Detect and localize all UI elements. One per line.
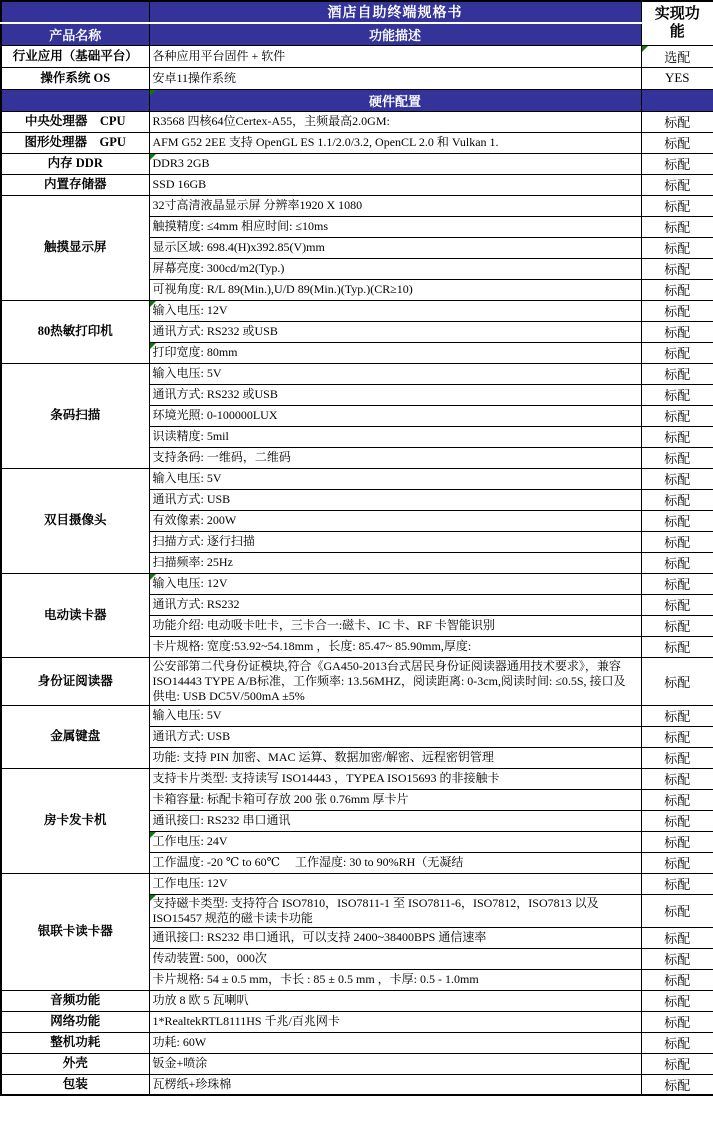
table-row [1, 153, 713, 174]
status-cell[interactable]: 标配 [641, 873, 713, 894]
status-cell[interactable]: 标配 [641, 174, 713, 195]
section-blank-right-cell[interactable] [641, 89, 713, 111]
spec-cell[interactable]: 32寸高清液晶显示屏 分辨率1920 X 1080 [149, 195, 641, 216]
spec-cell[interactable]: 钣金+喷涂 [149, 1053, 641, 1074]
row-label-group-2[interactable]: 内存 DDR [1, 153, 149, 174]
table-row [1, 45, 713, 67]
title-row [1, 1, 713, 23]
status-cell[interactable]: 标配 [641, 747, 713, 768]
spec-cell[interactable]: 各种应用平台固件 + 软件 [149, 45, 641, 67]
row-label-group-13[interactable]: 音频功能 [1, 990, 149, 1011]
spec-cell[interactable]: 安卓11操作系统 [149, 67, 641, 89]
status-cell[interactable]: 标配 [641, 258, 713, 279]
spec-cell[interactable]: 触摸精度: ≤4mm 相应时间: ≤10ms [149, 216, 641, 237]
spec-cell[interactable]: R3568 四核64位Certex-A55，主频最高2.0GM: [149, 111, 641, 132]
spec-cell[interactable]: 公安部第二代身份证模块,符合《GA450-2013台式居民身份证阅读器通用技术要求》，兼容ISO14443 TYPE A/B标准，工作频率: 13.56MHZ，阅读距离: 0-3cm,阅读时间: ≤0.5S, 接口及供电: USB DC5V/500mA ±5% [149, 657, 641, 705]
table-row [1, 67, 713, 89]
spec-cell[interactable]: 输入电压: 5V [149, 705, 641, 726]
status-cell[interactable]: YES [641, 67, 713, 89]
page-title[interactable]: 酒店自助终端规格书 [149, 1, 641, 23]
spec-cell[interactable]: 支持条码: 一维码，二维码 [149, 447, 641, 468]
row-label-group-8[interactable]: 电动读卡器 [1, 573, 149, 657]
impl-column-header-label: 实现功能 [654, 6, 700, 41]
table-row [1, 657, 713, 705]
spec-cell[interactable]: 显示区域: 698.4(H)x392.85(V)mm [149, 237, 641, 258]
row-label-group-7[interactable]: 双目摄像头 [1, 468, 149, 573]
spec-cell[interactable]: 通讯方式: RS232 [149, 594, 641, 615]
status-cell[interactable]: 标配 [641, 426, 713, 447]
row-label-group-16[interactable]: 外壳 [1, 1053, 149, 1074]
spec-cell[interactable]: 通讯接口: RS232 串口通讯 [149, 810, 641, 831]
table-row [1, 873, 713, 894]
row-label-industry-app[interactable]: 行业应用（基础平台） [1, 45, 149, 67]
row-label-os[interactable]: 操作系统 OS [1, 67, 149, 89]
spec-cell[interactable]: 传动装置: 500，000次 [149, 948, 641, 969]
row-label-group-1[interactable]: 图形处理器 GPU [1, 132, 149, 153]
table-row [1, 1053, 713, 1074]
section-blank-left-cell[interactable] [1, 89, 149, 111]
row-label-group-6[interactable]: 条码扫描 [1, 363, 149, 468]
product-column-header[interactable]: 产品名称 [1, 23, 149, 45]
status-cell[interactable]: 标配 [641, 216, 713, 237]
status-cell[interactable]: 标配 [641, 1074, 713, 1095]
status-cell[interactable]: 标配 [641, 1032, 713, 1053]
status-cell[interactable]: 标配 [641, 990, 713, 1011]
row-label-group-3[interactable]: 内置存储器 [1, 174, 149, 195]
table-row [1, 111, 713, 132]
row-label-group-5[interactable]: 80热敏打印机 [1, 300, 149, 363]
status-cell[interactable]: 标配 [641, 1011, 713, 1032]
spec-cell[interactable]: 工作电压: 24V [149, 831, 641, 852]
status-cell[interactable]: 标配 [641, 300, 713, 321]
spec-cell[interactable]: 通讯方式: RS232 或USB [149, 321, 641, 342]
status-cell[interactable]: 标配 [641, 447, 713, 468]
table-row [1, 174, 713, 195]
table-row [1, 1011, 713, 1032]
status-cell[interactable]: 标配 [641, 969, 713, 990]
status-cell[interactable]: 标配 [641, 831, 713, 852]
status-cell[interactable]: 标配 [641, 810, 713, 831]
section-header-row [1, 89, 713, 111]
desc-column-header[interactable]: 功能描述 [149, 23, 641, 45]
status-cell[interactable]: 标配 [641, 153, 713, 174]
status-cell[interactable]: 标配 [641, 789, 713, 810]
status-cell[interactable]: 标配 [641, 705, 713, 726]
spec-cell[interactable]: 功耗: 60W [149, 1032, 641, 1053]
spec-cell[interactable]: 功放 8 欧 5 瓦喇叭 [149, 990, 641, 1011]
status-cell[interactable]: 标配 [641, 552, 713, 573]
row-label-group-15[interactable]: 整机功耗 [1, 1032, 149, 1053]
table-row [1, 990, 713, 1011]
spec-cell[interactable]: 卡箱容量: 标配卡箱可存放 200 张 0.76mm 厚卡片 [149, 789, 641, 810]
row-label-group-14[interactable]: 网络功能 [1, 1011, 149, 1032]
status-cell[interactable]: 标配 [641, 726, 713, 747]
spec-cell[interactable]: 功能介绍: 电动吸卡吐卡，三卡合一:磁卡、IC 卡、RF 卡智能识别 [149, 615, 641, 636]
spec-cell[interactable]: 支持磁卡类型: 支持符合 ISO7810，ISO7811-1 至 ISO7811-6，ISO7812，ISO7813 以及 ISO15457 规范的磁卡读卡功能 [149, 894, 641, 927]
table-row [1, 195, 713, 216]
spec-cell[interactable]: 输入电压: 12V [149, 573, 641, 594]
hardware-spec-body [1, 111, 713, 1095]
spec-cell[interactable]: 功能: 支持 PIN 加密、MAC 运算、数据加密/解密、远程密钥管理 [149, 747, 641, 768]
row-label-group-17[interactable]: 包装 [1, 1074, 149, 1095]
status-cell[interactable]: 标配 [641, 573, 713, 594]
status-cell[interactable]: 标配 [641, 195, 713, 216]
column-header-row [1, 23, 713, 45]
row-label-group-11[interactable]: 房卡发卡机 [1, 768, 149, 873]
status-cell[interactable]: 标配 [641, 321, 713, 342]
corner-blank-cell[interactable] [1, 1, 149, 23]
spec-cell[interactable]: 通讯方式: USB [149, 489, 641, 510]
status-cell[interactable]: 标配 [641, 132, 713, 153]
status-cell[interactable]: 标配 [641, 237, 713, 258]
row-label-group-10[interactable]: 金属键盘 [1, 705, 149, 768]
spec-cell[interactable]: 输入电压: 12V [149, 300, 641, 321]
status-cell[interactable]: 标配 [641, 531, 713, 552]
table-row [1, 573, 713, 594]
spec-cell[interactable]: AFM G52 2EE 支持 OpenGL ES 1.1/2.0/3.2, OpenCL 2.0 和 Vulkan 1. [149, 132, 641, 153]
status-cell[interactable]: 标配 [641, 1053, 713, 1074]
table-row [1, 300, 713, 321]
status-cell[interactable]: 标配 [641, 510, 713, 531]
table-row [1, 705, 713, 726]
status-cell[interactable]: 标配 [641, 384, 713, 405]
spec-cell[interactable]: DDR3 2GB [149, 153, 641, 174]
row-label-group-4[interactable]: 触摸显示屏 [1, 195, 149, 300]
table-row [1, 468, 713, 489]
spec-cell[interactable]: 工作温度: -20 ℃ to 60℃ 工作湿度: 30 to 90%RH（无凝结 [149, 852, 641, 873]
spec-cell[interactable]: 瓦楞纸+珍珠棉 [149, 1074, 641, 1095]
spec-cell[interactable]: 支持卡片类型: 支持读写 ISO14443 ，TYPEA ISO15693 的非接触卡 [149, 768, 641, 789]
spec-cell[interactable]: 工作电压: 12V [149, 873, 641, 894]
spec-cell[interactable]: 通讯方式: RS232 或USB [149, 384, 641, 405]
spec-cell[interactable]: 有效像素: 200W [149, 510, 641, 531]
status-cell[interactable]: 标配 [641, 342, 713, 363]
table-row [1, 132, 713, 153]
impl-column-header[interactable] [641, 1, 713, 45]
spec-cell[interactable]: 扫描方式: 逐行扫描 [149, 531, 641, 552]
status-cell[interactable]: 标配 [641, 852, 713, 873]
status-cell[interactable]: 标配 [641, 468, 713, 489]
table-row [1, 363, 713, 384]
spec-cell[interactable]: 卡片规格: 宽度:53.92~54.18mm ，长度: 85.47~ 85.90mm,厚度: [149, 636, 641, 657]
spec-cell[interactable]: 扫描频率: 25Hz [149, 552, 641, 573]
table-row [1, 1032, 713, 1053]
status-cell[interactable]: 标配 [641, 405, 713, 426]
status-cell[interactable]: 标配 [641, 927, 713, 948]
section-header[interactable]: 硬件配置 [149, 89, 641, 111]
spec-cell[interactable]: 1*RealtekRTL8111HS 千兆/百兆网卡 [149, 1011, 641, 1032]
spec-cell[interactable]: SSD 16GB [149, 174, 641, 195]
status-cell[interactable]: 标配 [641, 636, 713, 657]
status-cell[interactable]: 标配 [641, 279, 713, 300]
spec-cell[interactable]: 可视角度: R/L 89(Min.),U/D 89(Min.)(Typ.)(CR≥10) [149, 279, 641, 300]
status-cell[interactable]: 标配 [641, 111, 713, 132]
spec-cell[interactable]: 通讯方式: USB [149, 726, 641, 747]
spec-cell[interactable]: 卡片规格: 54 ± 0.5 mm，卡长 : 85 ± 0.5 mm ，卡厚: 0.5 - 1.0mm [149, 969, 641, 990]
status-cell[interactable]: 标配 [641, 657, 713, 705]
spec-cell[interactable]: 打印宽度: 80mm [149, 342, 641, 363]
table-row [1, 1074, 713, 1095]
status-cell[interactable]: 选配 [641, 45, 713, 67]
spec-cell[interactable]: 通讯接口: RS232 串口通讯，可以支持 2400~38400BPS 通信速率 [149, 927, 641, 948]
status-cell[interactable]: 标配 [641, 615, 713, 636]
spec-cell[interactable]: 输入电压: 5V [149, 363, 641, 384]
status-cell[interactable]: 标配 [641, 948, 713, 969]
table-row [1, 768, 713, 789]
status-cell[interactable]: 标配 [641, 594, 713, 615]
spec-cell[interactable]: 屏幕亮度: 300cd/m2(Typ.) [149, 258, 641, 279]
status-cell[interactable]: 标配 [641, 489, 713, 510]
status-cell[interactable]: 标配 [641, 768, 713, 789]
row-label-group-0[interactable]: 中央处理器 CPU [1, 111, 149, 132]
spec-cell[interactable]: 识读精度: 5mil [149, 426, 641, 447]
spec-cell[interactable]: 输入电压: 5V [149, 468, 641, 489]
row-label-group-12[interactable]: 银联卡读卡器 [1, 873, 149, 990]
row-label-group-9[interactable]: 身份证阅读器 [1, 657, 149, 705]
status-cell[interactable]: 标配 [641, 894, 713, 927]
spec-cell[interactable]: 环境光照: 0-100000LUX [149, 405, 641, 426]
status-cell[interactable]: 标配 [641, 363, 713, 384]
